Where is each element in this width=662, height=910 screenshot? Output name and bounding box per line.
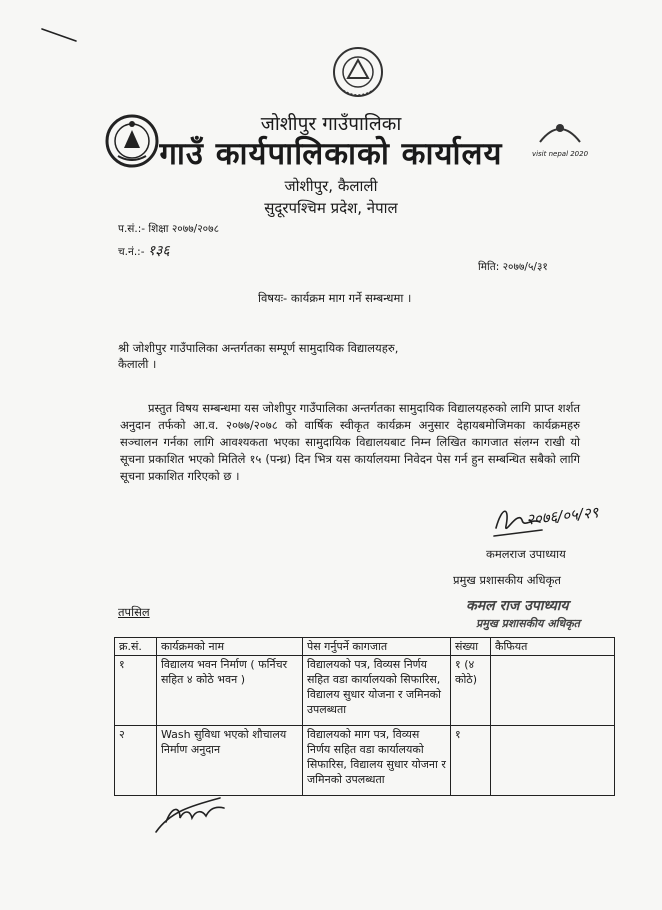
cell-count: १ (४ कोठे) [451, 656, 491, 726]
letter-date: मिति: २०७७/५/३१ [478, 261, 548, 273]
chalani-number-row [118, 241, 170, 260]
address-line-2: सुदूरपश्चिम प्रदेश, नेपाल [264, 199, 398, 217]
header-count: संख्या [451, 638, 491, 656]
handwritten-initials [150, 792, 240, 838]
program-table [114, 637, 615, 796]
address-line-1: जोशीपुर, कैलाली [284, 177, 378, 195]
visit-nepal-text: visit nepal 2020 [531, 150, 589, 158]
details-label: तपसिल [118, 605, 150, 619]
cell-program-name: विद्यालय भवन निर्माण ( फर्निचर सहित ४ कोठे भवन ) [157, 656, 303, 726]
cell-documents: विद्यालयको माग पत्र, विव्यस निर्णय सहित वडा कार्यालयको सिफारिस, विद्यालय सुधार योजना र जमिनको उपलब्धता [303, 726, 451, 796]
stamp-name: कमल राज उपाध्याय [466, 598, 569, 614]
signature-date-handwritten: २०७६/०५/२९ [525, 503, 600, 529]
header-documents: पेस गर्नुपर्ने कागजात [303, 638, 451, 656]
body-paragraph: प्रस्तुत विषय सम्बन्धमा यस जोशीपुर गाउँपालिका अन्तर्गतका सामुदायिक विद्यालयहरुको लागि प्राप्त शर्शत अनुदान तर्फको आ.व. २०७७/२०७८ को वार्षिक स्वीकृत कार्यक्रम अनुसार देहायबमोजिमका कार्यक्रमहरु सञ्चालन गर्नका लागि आवश्यकता भएका सामुदायिक विद्यालयबाट निम्न लिखित कागजात संलग्न राखी यो सूचना प्रकाशित भएको मितिले १५ (पन्ध्र) दिन भित्र यस कार्यालयमा निवेदन पेस गर्न हुन सम्बन्धित सबैको लागि सूचना प्रकाशित गरिएको छ । [120, 401, 580, 483]
palika-logo [330, 44, 386, 102]
signatory-name: कमलराज उपाध्याय [486, 547, 566, 561]
cell-remarks [491, 726, 615, 796]
cell-documents: विद्यालयको पत्र, विव्यस निर्णय सहित वडा कार्यालयको सिफारिस, विद्यालय सुधार योजना र जमिनको उपलब्धता [303, 656, 451, 726]
patra-sankhya: प.सं.:- शिक्षा २०७७/२०७८ [118, 223, 220, 235]
addressee-line-2: कैलाली । [118, 357, 157, 371]
palika-name: जोशीपुर गाउँपालिका [260, 113, 402, 135]
cell-remarks [491, 656, 615, 726]
table-row [115, 656, 615, 726]
chalani-label: च.नं.:- [118, 246, 145, 258]
addressee-line-1: श्री जोशीपुर गाउँपालिका अन्तर्गतका सम्पूर्ण सामुदायिक विद्यालयहरु, [118, 341, 399, 355]
table-row [115, 726, 615, 796]
cell-count: १ [451, 726, 491, 796]
stamp-designation: प्रमुख प्रशासकीय अधिकृत [476, 617, 580, 630]
header-remarks: कैफियत [491, 638, 615, 656]
table-header-row [115, 638, 615, 656]
header-serial: क्र.सं. [115, 638, 157, 656]
signatory-designation: प्रमुख प्रशासकीय अधिकृत [453, 573, 561, 587]
cell-program-name: Wash सुविधा भएको शौचालय निर्माण अनुदान [157, 726, 303, 796]
header-program-name: कार्यक्रमको नाम [157, 638, 303, 656]
cell-serial: १ [115, 656, 157, 726]
chalani-number-handwritten: १३६ [147, 243, 170, 259]
office-name: गाउँ कार्यपालिकाको कार्यालय [159, 136, 503, 172]
cell-serial: २ [115, 726, 157, 796]
pen-stroke-mark [40, 25, 80, 45]
letter-subject: विषयः- कार्यक्रम माग गर्ने सम्बन्धमा । [258, 291, 412, 305]
